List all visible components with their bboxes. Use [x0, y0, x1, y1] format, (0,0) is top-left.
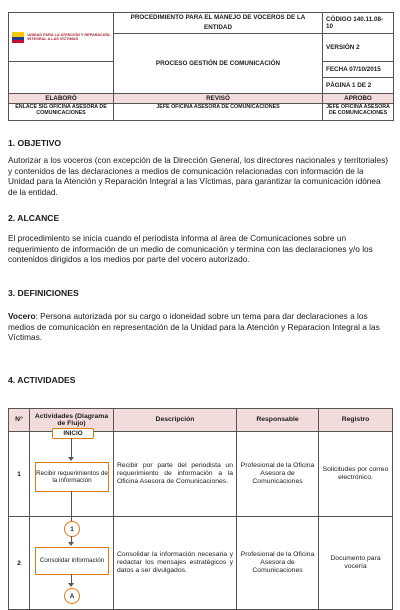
section-alcance — [8, 213, 392, 265]
col-header-responsable: Responsable — [237, 409, 319, 432]
row-number: 1 — [9, 432, 30, 517]
row-responsable: Profesional de la Oficina Asesora de Comunicaciones — [237, 517, 319, 610]
row-number: 2 — [9, 517, 30, 610]
flow-box-consolidar: Consolidar información — [35, 547, 109, 575]
person-reviso: JEFE OFICINA ASESORA DE COMUNICACIONES — [114, 104, 323, 121]
section-title: 1. OBJETIVO — [8, 138, 62, 148]
section-title: 2. ALCANCE — [8, 213, 60, 223]
section-definiciones — [8, 288, 392, 343]
process-name: PROCESO GESTIÓN DE COMUNICACIÓN — [114, 34, 323, 94]
logo-text: UNIDAD PARA LA ATENCIÓN Y REPARACIÓN INTEGRAL A LAS VÍCTIMAS — [27, 32, 110, 41]
role-reviso: REVISÓ — [114, 94, 323, 104]
table-row — [9, 517, 393, 610]
logo-cell-lower — [9, 62, 114, 94]
person-elaboro: ENLACE SIG OFICINA ASESORA DE COMUNICACIONES — [9, 104, 114, 121]
flow-connector-1: 1 — [64, 521, 80, 537]
flow-box-recibir: Recibir requerimientos de la información — [35, 462, 109, 492]
flowchart-step-1 — [30, 429, 113, 516]
role-elaboro: ELABORÓ — [9, 94, 114, 104]
row-responsable: Profesional de la Oficina Asesora de Comunicaciones — [237, 432, 319, 517]
colombia-flag-icon — [12, 32, 24, 43]
flow-line — [71, 438, 72, 458]
table-row — [9, 432, 393, 517]
document-version: VERSIÓN 2 — [323, 34, 394, 62]
person-aprobo: JEFE OFICINA ASESORA DE COMUNICACIONES — [323, 104, 394, 121]
arrow-down-icon — [68, 583, 74, 587]
col-header-actividades: Actividades (Diagrama de Flujo) — [30, 409, 114, 432]
document-page: PÁGINA 1 DE 2 — [323, 78, 394, 94]
flow-connector-a: A — [64, 588, 80, 604]
flow-start: INICIO — [52, 428, 94, 439]
document-code: CÓDIGO 140.11.08-10 — [323, 13, 394, 34]
row-registro: Documento para vocería — [319, 517, 393, 610]
definition-term: Vocero — [8, 311, 36, 321]
section-title: 3. DEFINICIONES — [8, 288, 79, 298]
document-title: PROCEDIMIENTO PARA EL MANEJO DE VOCEROS DE LA ENTIDAD — [114, 13, 323, 34]
definition-vocero — [8, 311, 392, 343]
col-header-descripcion: Descripción — [114, 409, 237, 432]
arrow-down-icon — [68, 542, 74, 546]
section-body: El procedimiento se inicia cuando el periodista informa al área de Comunicaciones sobre un requerimiento de información de un medio de comunicación y termina con las declaraciones y/o los contenidos dirigidos a los medios por parte del vocero autorizado. — [8, 233, 373, 265]
row-registro: Solicitudes por correo electrónico. — [319, 432, 393, 517]
row-description: Recibir por parte del periodista un requerimiento de información a la Oficina Asesora de Comunicaciones. — [114, 432, 237, 517]
section-body: Autorizar a los voceros (con excepción de la Dirección General, los directores nacionales y territoriales) y contenidos de las declaraciones a medios de comunicación relacionadas con información de la Unidad para la Atención y Reparación Integral a las Víctimas, para garantizar la comunicación idónea de la entidad. — [8, 155, 388, 197]
col-header-registro: Registro — [319, 409, 393, 432]
activities-table — [8, 408, 393, 610]
flow-cell — [30, 429, 114, 517]
arrow-down-icon — [68, 457, 74, 461]
flowchart-step-2 — [30, 517, 113, 609]
logo-cell — [9, 13, 114, 62]
section-actividades — [8, 375, 392, 385]
document-date: FECHA 07/10/2015 — [323, 62, 394, 78]
document-header — [8, 12, 394, 121]
col-header-num: N° — [9, 409, 30, 432]
section-objetivo — [8, 138, 392, 197]
flow-line — [71, 491, 72, 516]
flow-cell — [30, 517, 114, 610]
row-description: Consolidar la información necesaria y redactar los mensajes estratégicos y datos a ser divulgados. — [114, 517, 237, 610]
entity-logo — [12, 32, 110, 43]
definition-text: : Persona autorizada por su cargo o idoneidad sobre un tema para dar declaraciones a los medios de comunicación en representación de la Unidad para la Atención y Reparacion Integral a las Víctimas. — [8, 311, 380, 343]
section-title: 4. ACTIVIDADES — [8, 375, 76, 385]
role-aprobo: APROBO — [323, 94, 394, 104]
